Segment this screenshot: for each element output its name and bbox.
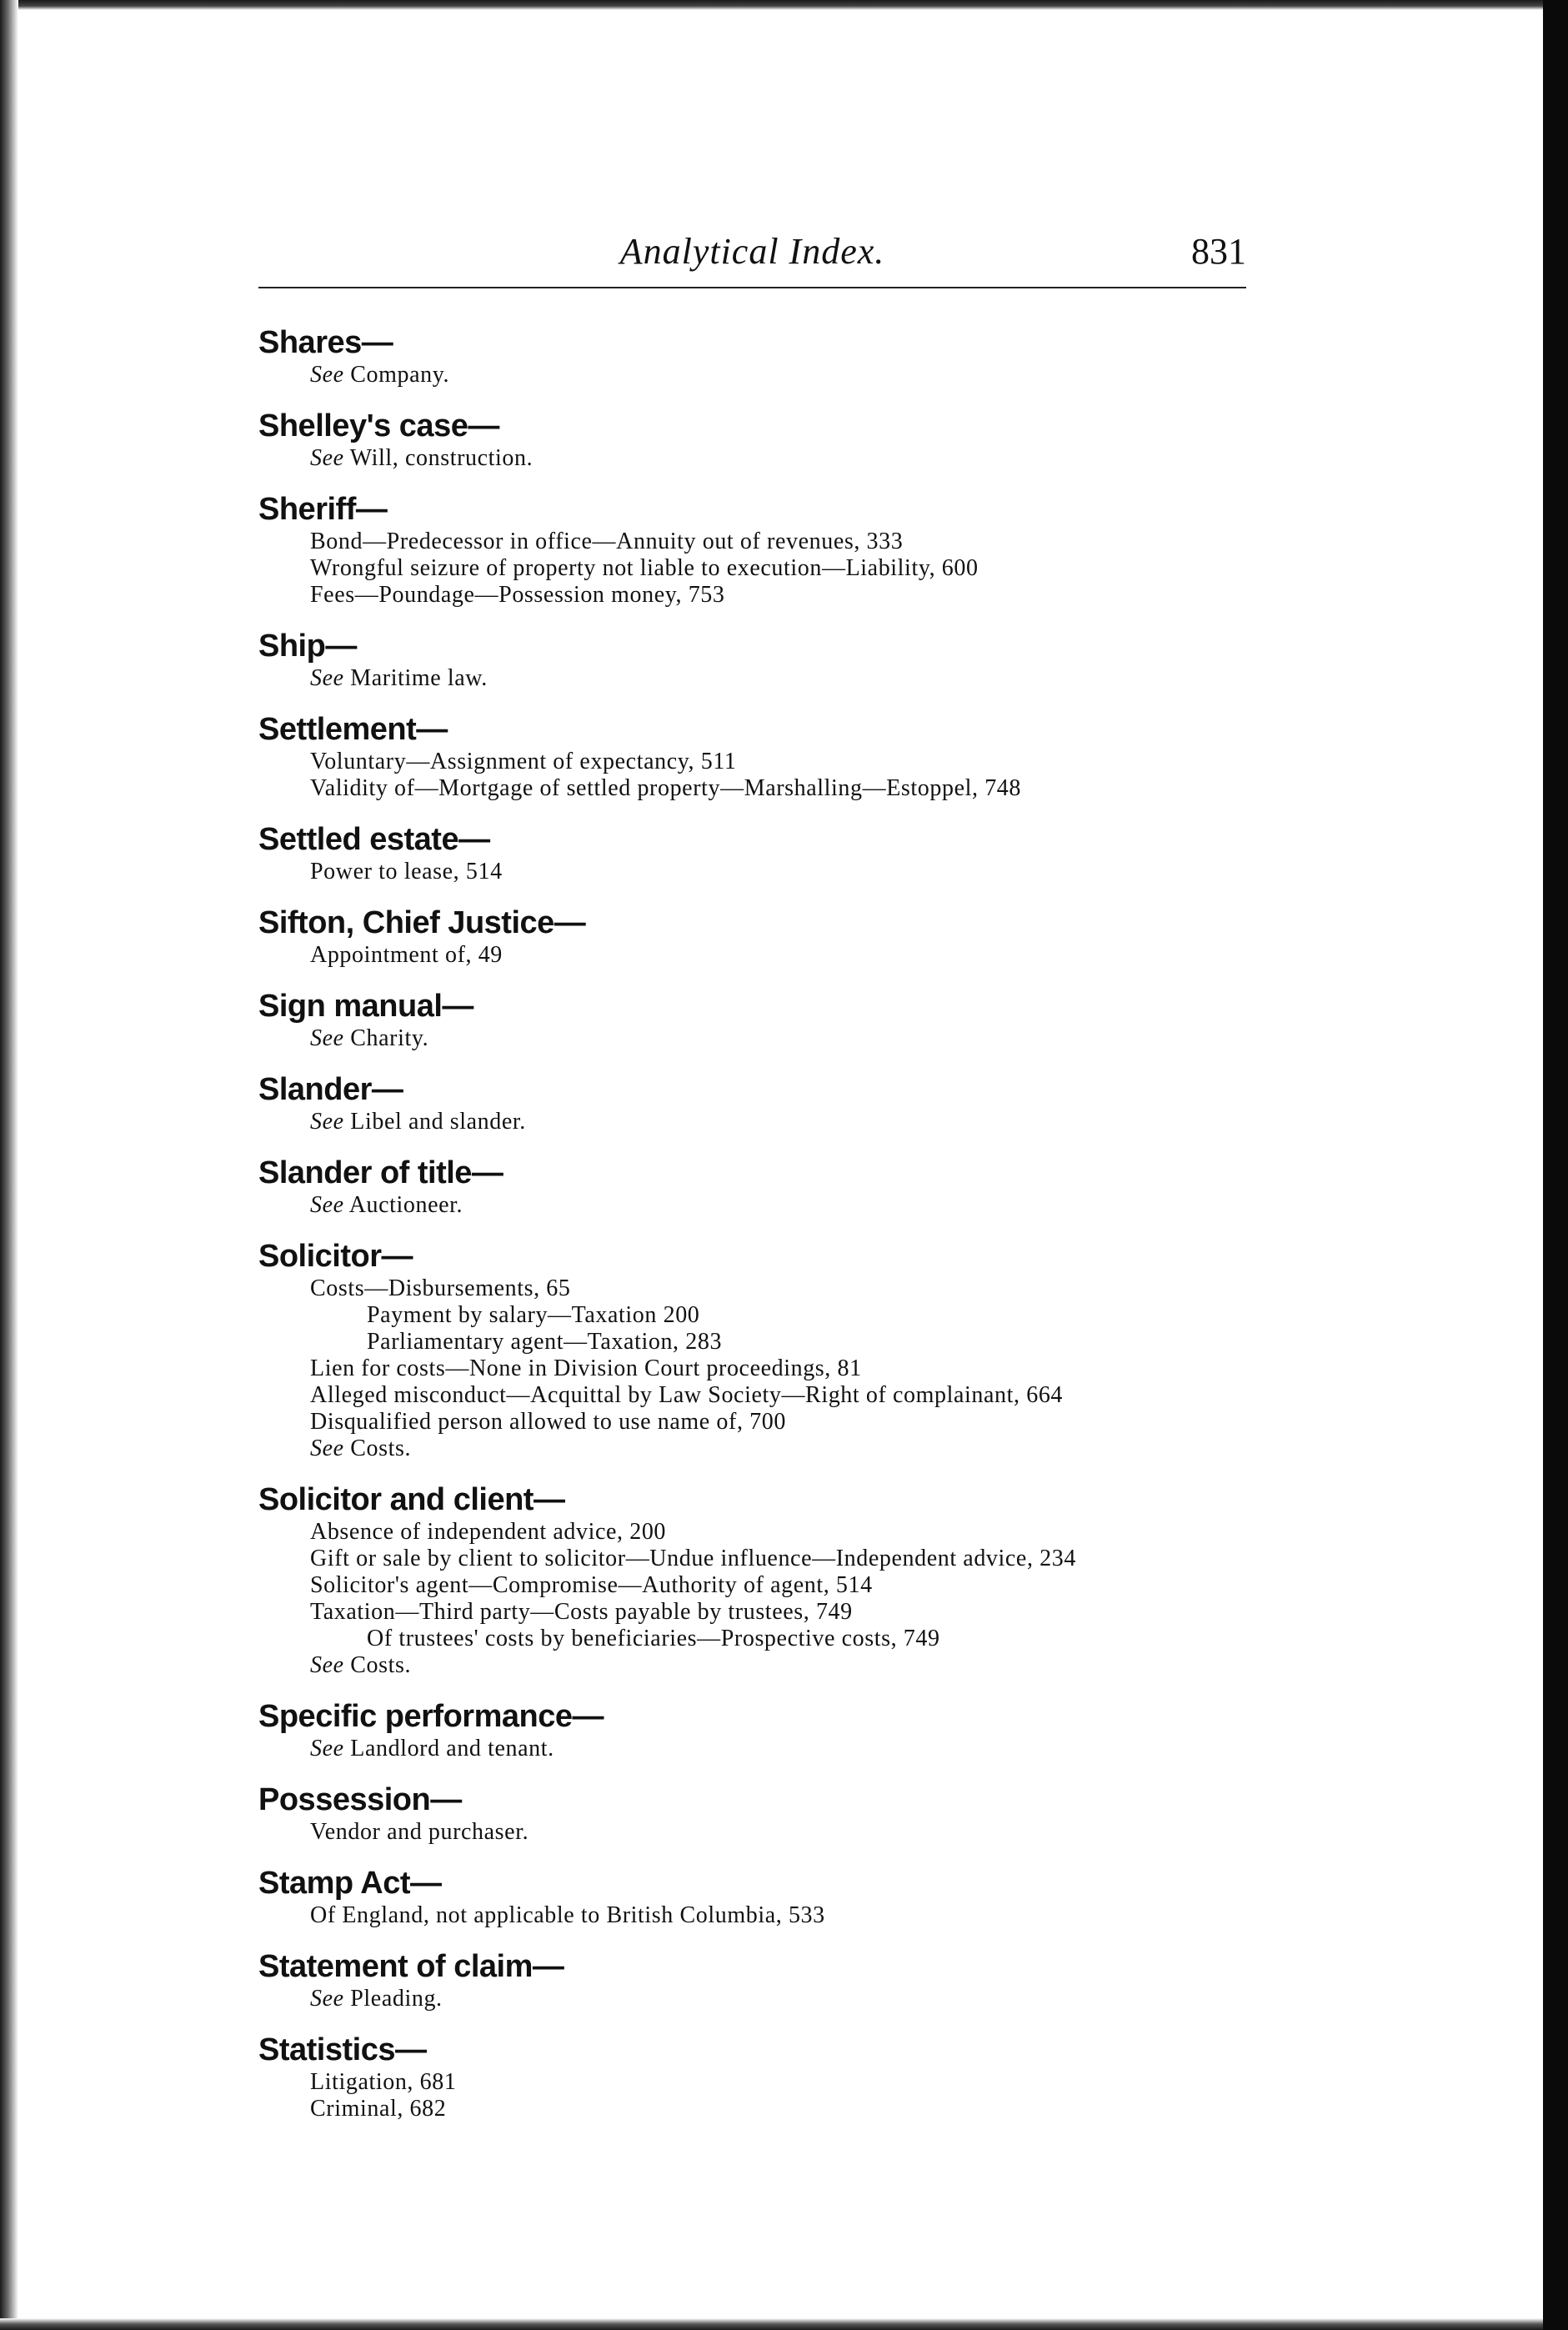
entry-line-text: Landlord and tenant.: [343, 1736, 554, 1761]
entry-line: [258, 582, 1300, 609]
entry-line: [258, 1025, 1300, 1052]
see-reference-label: See: [310, 1986, 344, 2012]
index-entry: [258, 2031, 1300, 2122]
entry-heading: Shelley's case—: [258, 408, 499, 443]
entry-line: [258, 2096, 1300, 2122]
entry-line: [258, 362, 1300, 388]
entry-heading: Solicitor and client—: [258, 1482, 565, 1517]
entry-line-text: Of England, not applicable to British Columbia, 533: [310, 1902, 825, 1928]
see-reference-label: See: [310, 362, 344, 388]
index-entries: [258, 323, 1300, 2141]
entry-line-text: Charity.: [343, 1025, 429, 1051]
entry-line-text: Validity of—Mortgage of settled property—Marshalling—Estoppel, 748: [310, 775, 1022, 801]
entry-line: [258, 665, 1300, 692]
entry-line-text: Company.: [343, 362, 450, 388]
entry-heading: Sign manual—: [258, 989, 473, 1024]
entry-heading: Settled estate—: [258, 822, 490, 857]
index-entry: [258, 1697, 1300, 1762]
entry-line-text: Will, construction.: [343, 445, 534, 471]
entry-line-text: Alleged misconduct—Acquittal by Law Society—Right of complainant, 664: [310, 1382, 1064, 1408]
entry-line: [258, 1986, 1300, 2012]
index-entry: [258, 904, 1300, 969]
see-reference-label: See: [310, 1109, 344, 1135]
entry-line: [258, 1902, 1300, 1929]
entry-heading: Shares—: [258, 325, 393, 360]
see-reference-label: See: [310, 445, 344, 471]
index-entry: [258, 1070, 1300, 1135]
entry-line: [258, 1329, 1300, 1355]
entry-line: [258, 445, 1300, 472]
entry-heading: Ship—: [258, 629, 357, 664]
entry-line-text: Gift or sale by client to solicitor—Undue influence—Independent advice, 234: [310, 1546, 1076, 1571]
entry-line-text: Maritime law.: [343, 665, 488, 691]
page-number: 831: [1191, 231, 1246, 272]
entry-line: [258, 1109, 1300, 1135]
entry-heading: Specific performance—: [258, 1699, 604, 1734]
entry-line-text: Costs.: [343, 1436, 412, 1461]
entry-line: [258, 749, 1300, 775]
index-entry: [258, 1237, 1300, 1462]
entry-line-text: Costs—Disbursements, 65: [310, 1275, 571, 1301]
entry-heading: Possession—: [258, 1782, 462, 1817]
scan-edge-left: [0, 0, 18, 2330]
index-entry: [258, 1481, 1300, 1679]
entry-line-text: Auctioneer.: [343, 1192, 463, 1218]
entry-line: [258, 1652, 1300, 1679]
entry-line: [258, 1192, 1300, 1219]
entry-line-text: Fees—Poundage—Possession money, 753: [310, 582, 725, 608]
index-entry: [258, 627, 1300, 692]
entry-line: [258, 1572, 1300, 1599]
entry-line-text: Appointment of, 49: [310, 942, 503, 968]
see-reference-label: See: [310, 1436, 344, 1461]
see-reference-label: See: [310, 1025, 344, 1051]
entry-line-text: Libel and slander.: [343, 1109, 526, 1135]
index-entry: [258, 710, 1300, 802]
scan-edge-bottom: [0, 2318, 1543, 2330]
running-head: [258, 227, 1246, 285]
entry-line-text: Litigation, 681: [310, 2069, 457, 2095]
entry-line-text: Lien for costs—None in Division Court proceedings, 81: [310, 1355, 862, 1381]
entry-heading: Settlement—: [258, 712, 448, 747]
entry-line-text: Wrongful seizure of property not liable to execution—Liability, 600: [310, 555, 979, 581]
entry-line: [258, 942, 1300, 969]
scan-edge-top: [0, 0, 1543, 10]
index-entry: [258, 1781, 1300, 1846]
entry-line-text: Bond—Predecessor in office—Annuity out of revenues, 333: [310, 529, 904, 554]
entry-heading: Slander of title—: [258, 1155, 503, 1190]
entry-line: [258, 1819, 1300, 1846]
entry-line: [258, 1599, 1300, 1626]
entry-line-text: Solicitor's agent—Compromise—Authority of agent, 514: [310, 1572, 873, 1598]
index-entry: [258, 323, 1300, 388]
entry-line: [258, 775, 1300, 802]
entry-line-text: Criminal, 682: [310, 2096, 447, 2122]
entry-line: [258, 1626, 1300, 1652]
entry-line: [258, 1382, 1300, 1409]
index-entry: [258, 1947, 1300, 2012]
index-entry: [258, 1864, 1300, 1929]
header-rule: [258, 287, 1246, 288]
entry-heading: Sifton, Chief Justice—: [258, 905, 586, 940]
entry-line: [258, 1736, 1300, 1762]
index-entry: [258, 820, 1300, 885]
see-reference-label: See: [310, 1652, 344, 1678]
index-entry: [258, 490, 1300, 609]
entry-line-text: Voluntary—Assignment of expectancy, 511: [310, 749, 737, 774]
entry-line: [258, 1409, 1300, 1436]
scan-edge-right: [1543, 0, 1568, 2330]
entry-line: [258, 1302, 1300, 1329]
entry-line-text: Absence of independent advice, 200: [310, 1519, 667, 1545]
index-entry: [258, 987, 1300, 1052]
entry-line: [258, 1546, 1300, 1572]
index-entry: [258, 1154, 1300, 1219]
index-entry: [258, 407, 1300, 472]
entry-heading: Stamp Act—: [258, 1866, 442, 1901]
see-reference-label: See: [310, 1192, 344, 1218]
running-title: Analytical Index.: [619, 231, 885, 272]
entry-line: [258, 859, 1300, 885]
see-reference-label: See: [310, 1736, 344, 1761]
entry-heading: Statement of claim—: [258, 1949, 564, 1984]
entry-line-text: Parliamentary agent—Taxation, 283: [367, 1329, 723, 1355]
entry-line-text: Power to lease, 514: [310, 859, 503, 884]
entry-line-text: Of trustees' costs by beneficiaries—Prospective costs, 749: [367, 1626, 940, 1651]
entry-line-text: Disqualified person allowed to use name of, 700: [310, 1409, 786, 1435]
see-reference-label: See: [310, 665, 344, 691]
entry-line-text: Taxation—Third party—Costs payable by trustees, 749: [310, 1599, 853, 1625]
entry-line: [258, 1519, 1300, 1546]
entry-line: [258, 2069, 1300, 2096]
entry-line: [258, 1436, 1300, 1462]
entry-heading: Statistics—: [258, 2032, 427, 2067]
entry-line-text: Payment by salary—Taxation 200: [367, 1302, 700, 1328]
entry-line-text: Vendor and purchaser.: [310, 1819, 529, 1845]
entry-line-text: Costs.: [343, 1652, 412, 1678]
entry-heading: Sheriff—: [258, 492, 388, 527]
entry-line: [258, 555, 1300, 582]
entry-heading: Slander—: [258, 1072, 403, 1107]
entry-line: [258, 1275, 1300, 1302]
entry-line: [258, 529, 1300, 555]
entry-heading: Solicitor—: [258, 1239, 413, 1274]
entry-line-text: Pleading.: [343, 1986, 443, 2012]
entry-line: [258, 1355, 1300, 1382]
